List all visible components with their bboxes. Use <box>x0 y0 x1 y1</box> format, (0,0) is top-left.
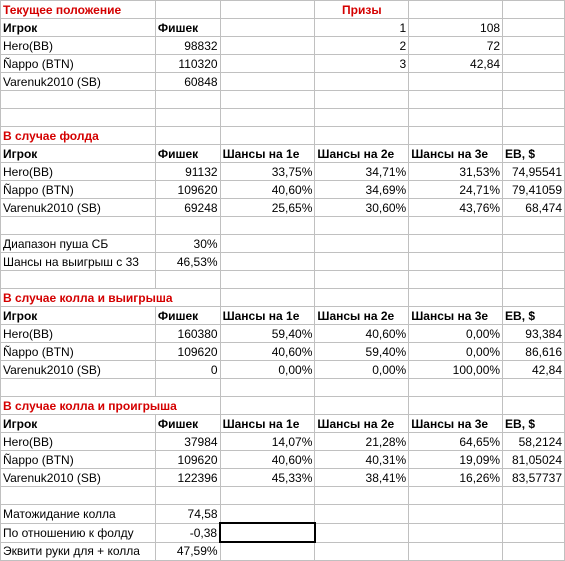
prizes-title[interactable]: Призы <box>315 1 409 19</box>
player-name[interactable]: Ñappo (BTN) <box>1 55 156 73</box>
cell[interactable] <box>220 19 315 37</box>
table-row <box>1 181 565 199</box>
cell[interactable] <box>409 1 503 19</box>
cell[interactable] <box>315 73 409 91</box>
player-chips[interactable]: 91132 <box>155 163 220 181</box>
spreadsheet-row <box>1 289 565 307</box>
section-title-call-win[interactable]: В случае колла и выигрыша <box>1 289 221 307</box>
ev-value[interactable]: 74,95541 <box>503 163 565 181</box>
prize-place[interactable]: 1 <box>315 19 409 37</box>
cell[interactable] <box>315 397 409 415</box>
chance-1st[interactable]: 40,60% <box>220 181 315 199</box>
cell[interactable] <box>409 271 503 289</box>
player-name[interactable]: Hero(BB) <box>1 433 156 451</box>
cell[interactable] <box>155 109 220 127</box>
cell[interactable] <box>503 397 565 415</box>
cell[interactable] <box>409 91 503 109</box>
player-name[interactable]: Hero(BB) <box>1 37 156 55</box>
table-row <box>1 163 565 181</box>
cell[interactable] <box>220 91 315 109</box>
cell[interactable] <box>409 217 503 235</box>
header-player[interactable]: Игрок <box>1 307 156 325</box>
cell[interactable] <box>409 487 503 505</box>
chance-1st[interactable]: 14,07% <box>220 433 315 451</box>
prize-place[interactable]: 3 <box>315 55 409 73</box>
cell[interactable] <box>1 487 156 505</box>
chance-1st[interactable]: 40,60% <box>220 343 315 361</box>
ev-value[interactable]: 79,41059 <box>503 181 565 199</box>
cell[interactable] <box>503 109 565 127</box>
chance-2nd[interactable]: 21,28% <box>315 433 409 451</box>
player-name[interactable]: Ñappo (BTN) <box>1 181 156 199</box>
cell[interactable] <box>220 289 315 307</box>
chance-2nd[interactable]: 34,71% <box>315 163 409 181</box>
cell[interactable] <box>220 55 315 73</box>
chance-1st[interactable]: 0,00% <box>220 361 315 379</box>
player-name[interactable]: Ñappo (BTN) <box>1 343 156 361</box>
chance-1st[interactable]: 40,60% <box>220 451 315 469</box>
cell[interactable] <box>409 289 503 307</box>
player-chips[interactable]: 109620 <box>155 181 220 199</box>
spreadsheet-row <box>1 379 565 397</box>
cell[interactable] <box>155 487 220 505</box>
header-ev[interactable]: EB, $ <box>503 415 565 433</box>
chance-2nd[interactable]: 40,31% <box>315 451 409 469</box>
table-row <box>1 325 565 343</box>
chance-3rd[interactable]: 31,53% <box>409 163 503 181</box>
cell[interactable] <box>409 523 503 542</box>
header-ev[interactable]: EB, $ <box>503 307 565 325</box>
chance-3rd[interactable]: 100,00% <box>409 361 503 379</box>
player-name[interactable]: Varenuk2010 (SB) <box>1 361 156 379</box>
spreadsheet-row <box>1 253 565 271</box>
cell[interactable] <box>315 91 409 109</box>
cell[interactable] <box>503 253 565 271</box>
prize-amount[interactable]: 108 <box>409 19 503 37</box>
spreadsheet-row <box>1 397 565 415</box>
table-row <box>1 199 565 217</box>
header-p2[interactable]: Шансы на 2е <box>315 145 409 163</box>
header-p2[interactable]: Шансы на 2е <box>315 307 409 325</box>
player-chips[interactable]: 98832 <box>155 37 220 55</box>
equity-label[interactable]: Эквити руки для + колла <box>1 542 156 561</box>
cell[interactable] <box>1 109 156 127</box>
chance-2nd[interactable]: 34,69% <box>315 181 409 199</box>
cell[interactable] <box>315 542 409 561</box>
chance-3rd[interactable]: 24,71% <box>409 181 503 199</box>
cell[interactable] <box>220 271 315 289</box>
header-p3[interactable]: Шансы на 3е <box>409 307 503 325</box>
cell[interactable] <box>220 217 315 235</box>
cell[interactable] <box>503 127 565 145</box>
table-row <box>1 361 565 379</box>
player-name[interactable]: Varenuk2010 (SB) <box>1 199 156 217</box>
cell[interactable] <box>503 217 565 235</box>
cell[interactable] <box>155 91 220 109</box>
header-player[interactable]: Игрок <box>1 415 156 433</box>
cell[interactable] <box>409 542 503 561</box>
spreadsheet-row <box>1 55 565 73</box>
cell[interactable] <box>220 73 315 91</box>
cell[interactable] <box>315 289 409 307</box>
player-chips[interactable]: 109620 <box>155 451 220 469</box>
section-title-call-lose[interactable]: В случае колла и проигрыша <box>1 397 221 415</box>
header-ev[interactable]: EB, $ <box>503 145 565 163</box>
player-chips[interactable]: 69248 <box>155 199 220 217</box>
cell[interactable] <box>503 379 565 397</box>
player-name[interactable]: Varenuk2010 (SB) <box>1 469 156 487</box>
header-row <box>1 307 565 325</box>
cell[interactable] <box>220 505 315 524</box>
player-name[interactable]: Varenuk2010 (SB) <box>1 73 156 91</box>
cell[interactable] <box>409 127 503 145</box>
chance-3rd[interactable]: 0,00% <box>409 343 503 361</box>
spreadsheet-row <box>1 73 565 91</box>
table-row <box>1 451 565 469</box>
cell[interactable] <box>220 37 315 55</box>
header-chips[interactable]: Фишек <box>155 19 220 37</box>
prize-amount[interactable]: 42,84 <box>409 55 503 73</box>
cell[interactable] <box>503 487 565 505</box>
header-chips[interactable]: Фишек <box>155 415 220 433</box>
chance-1st[interactable]: 45,33% <box>220 469 315 487</box>
spreadsheet-row <box>1 523 565 542</box>
cell[interactable] <box>315 217 409 235</box>
vs-fold-label[interactable]: По отношению к фолду <box>1 523 156 542</box>
cell[interactable] <box>503 55 565 73</box>
cell[interactable] <box>409 253 503 271</box>
cell[interactable] <box>503 505 565 524</box>
chance-2nd[interactable]: 0,00% <box>315 361 409 379</box>
cell[interactable] <box>315 487 409 505</box>
cell[interactable] <box>315 379 409 397</box>
header-p2[interactable]: Шансы на 2е <box>315 415 409 433</box>
cell[interactable] <box>220 397 315 415</box>
player-chips[interactable]: 60848 <box>155 73 220 91</box>
spreadsheet-row <box>1 235 565 253</box>
chance-3rd[interactable]: 16,26% <box>409 469 503 487</box>
chance-2nd[interactable]: 38,41% <box>315 469 409 487</box>
cell[interactable] <box>220 235 315 253</box>
player-name[interactable]: Hero(BB) <box>1 325 156 343</box>
spreadsheet-row <box>1 19 565 37</box>
prize-place[interactable]: 2 <box>315 37 409 55</box>
cell[interactable] <box>409 109 503 127</box>
player-chips[interactable]: 0 <box>155 361 220 379</box>
chance-1st[interactable]: 33,75% <box>220 163 315 181</box>
player-name[interactable]: Ñappo (BTN) <box>1 451 156 469</box>
chance-2nd[interactable]: 30,60% <box>315 199 409 217</box>
cell[interactable] <box>220 127 315 145</box>
chance-2nd[interactable]: 59,40% <box>315 343 409 361</box>
cell[interactable] <box>1 271 156 289</box>
player-chips[interactable]: 109620 <box>155 343 220 361</box>
vs-fold-value[interactable]: -0,38 <box>155 523 220 542</box>
cell[interactable] <box>409 505 503 524</box>
cell[interactable] <box>220 487 315 505</box>
section-title-fold[interactable]: В случае фолда <box>1 127 156 145</box>
cell[interactable] <box>1 91 156 109</box>
ev-value[interactable]: 93,384 <box>503 325 565 343</box>
selected-cell[interactable] <box>220 523 315 542</box>
ev-value[interactable]: 81,05024 <box>503 451 565 469</box>
cell[interactable] <box>503 523 565 542</box>
spreadsheet-row <box>1 1 565 19</box>
spreadsheet-row <box>1 109 565 127</box>
ev-value[interactable]: 68,474 <box>503 199 565 217</box>
spreadsheet-row <box>1 487 565 505</box>
cell[interactable] <box>409 235 503 253</box>
table-row <box>1 433 565 451</box>
ev-call-label[interactable]: Матожидание колла <box>1 505 156 524</box>
cell[interactable] <box>315 127 409 145</box>
ev-value[interactable]: 42,84 <box>503 361 565 379</box>
push-range-value[interactable]: 30% <box>155 235 220 253</box>
cell[interactable] <box>155 1 220 19</box>
cell[interactable] <box>503 19 565 37</box>
header-chips[interactable]: Фишек <box>155 307 220 325</box>
cell[interactable] <box>503 73 565 91</box>
header-p3[interactable]: Шансы на 3е <box>409 415 503 433</box>
cell[interactable] <box>503 542 565 561</box>
cell[interactable] <box>220 379 315 397</box>
cell[interactable] <box>315 253 409 271</box>
chance-1st[interactable]: 25,65% <box>220 199 315 217</box>
chance-3rd[interactable]: 43,76% <box>409 199 503 217</box>
spreadsheet-row <box>1 127 565 145</box>
cell[interactable] <box>315 235 409 253</box>
ev-value[interactable]: 83,57737 <box>503 469 565 487</box>
cell[interactable] <box>409 397 503 415</box>
prize-amount[interactable]: 72 <box>409 37 503 55</box>
cell[interactable] <box>220 1 315 19</box>
cell[interactable] <box>503 37 565 55</box>
cell[interactable] <box>155 271 220 289</box>
header-row <box>1 145 565 163</box>
cell[interactable] <box>1 217 156 235</box>
cell[interactable] <box>503 289 565 307</box>
player-chips[interactable]: 122396 <box>155 469 220 487</box>
spreadsheet-row <box>1 271 565 289</box>
header-player[interactable]: Игрок <box>1 19 156 37</box>
table-row <box>1 343 565 361</box>
section-title-current[interactable]: Текущее положение <box>1 1 156 19</box>
header-row <box>1 415 565 433</box>
cell[interactable] <box>409 73 503 91</box>
table-row <box>1 469 565 487</box>
chance-1st[interactable]: 59,40% <box>220 325 315 343</box>
header-p1[interactable]: Шансы на 1е <box>220 415 315 433</box>
cell[interactable] <box>315 505 409 524</box>
chance-2nd[interactable]: 40,60% <box>315 325 409 343</box>
cell[interactable] <box>503 91 565 109</box>
header-player[interactable]: Игрок <box>1 145 156 163</box>
player-name[interactable]: Hero(BB) <box>1 163 156 181</box>
cell[interactable] <box>1 379 156 397</box>
chance-3rd[interactable]: 0,00% <box>409 325 503 343</box>
cell[interactable] <box>315 271 409 289</box>
spreadsheet-row <box>1 217 565 235</box>
spreadsheet-row <box>1 542 565 561</box>
cell[interactable] <box>220 109 315 127</box>
ev-call-value[interactable]: 74,58 <box>155 505 220 524</box>
cell[interactable] <box>503 235 565 253</box>
cell[interactable] <box>155 379 220 397</box>
chance-3rd[interactable]: 19,09% <box>409 451 503 469</box>
cell[interactable] <box>503 271 565 289</box>
cell[interactable] <box>315 523 409 542</box>
cell[interactable] <box>315 109 409 127</box>
cell[interactable] <box>220 542 315 561</box>
player-chips[interactable]: 110320 <box>155 55 220 73</box>
equity-value[interactable]: 47,59% <box>155 542 220 561</box>
cell[interactable] <box>155 127 220 145</box>
cell[interactable] <box>155 217 220 235</box>
cell[interactable] <box>409 379 503 397</box>
ev-value[interactable]: 86,616 <box>503 343 565 361</box>
push-range-label[interactable]: Диапазон пуша СБ <box>1 235 156 253</box>
header-p3[interactable]: Шансы на 3е <box>409 145 503 163</box>
header-p1[interactable]: Шансы на 1е <box>220 307 315 325</box>
header-chips[interactable]: Фишек <box>155 145 220 163</box>
header-p1[interactable]: Шансы на 1е <box>220 145 315 163</box>
spreadsheet-row <box>1 37 565 55</box>
win-chance-label[interactable]: Шансы на выигрыш с 33 <box>1 253 156 271</box>
spreadsheet-row <box>1 91 565 109</box>
ev-value[interactable]: 58,2124 <box>503 433 565 451</box>
spreadsheet-row <box>1 505 565 524</box>
cell[interactable] <box>503 1 565 19</box>
chance-3rd[interactable]: 64,65% <box>409 433 503 451</box>
win-chance-value[interactable]: 46,53% <box>155 253 220 271</box>
cell[interactable] <box>220 253 315 271</box>
player-chips[interactable]: 160380 <box>155 325 220 343</box>
player-chips[interactable]: 37984 <box>155 433 220 451</box>
